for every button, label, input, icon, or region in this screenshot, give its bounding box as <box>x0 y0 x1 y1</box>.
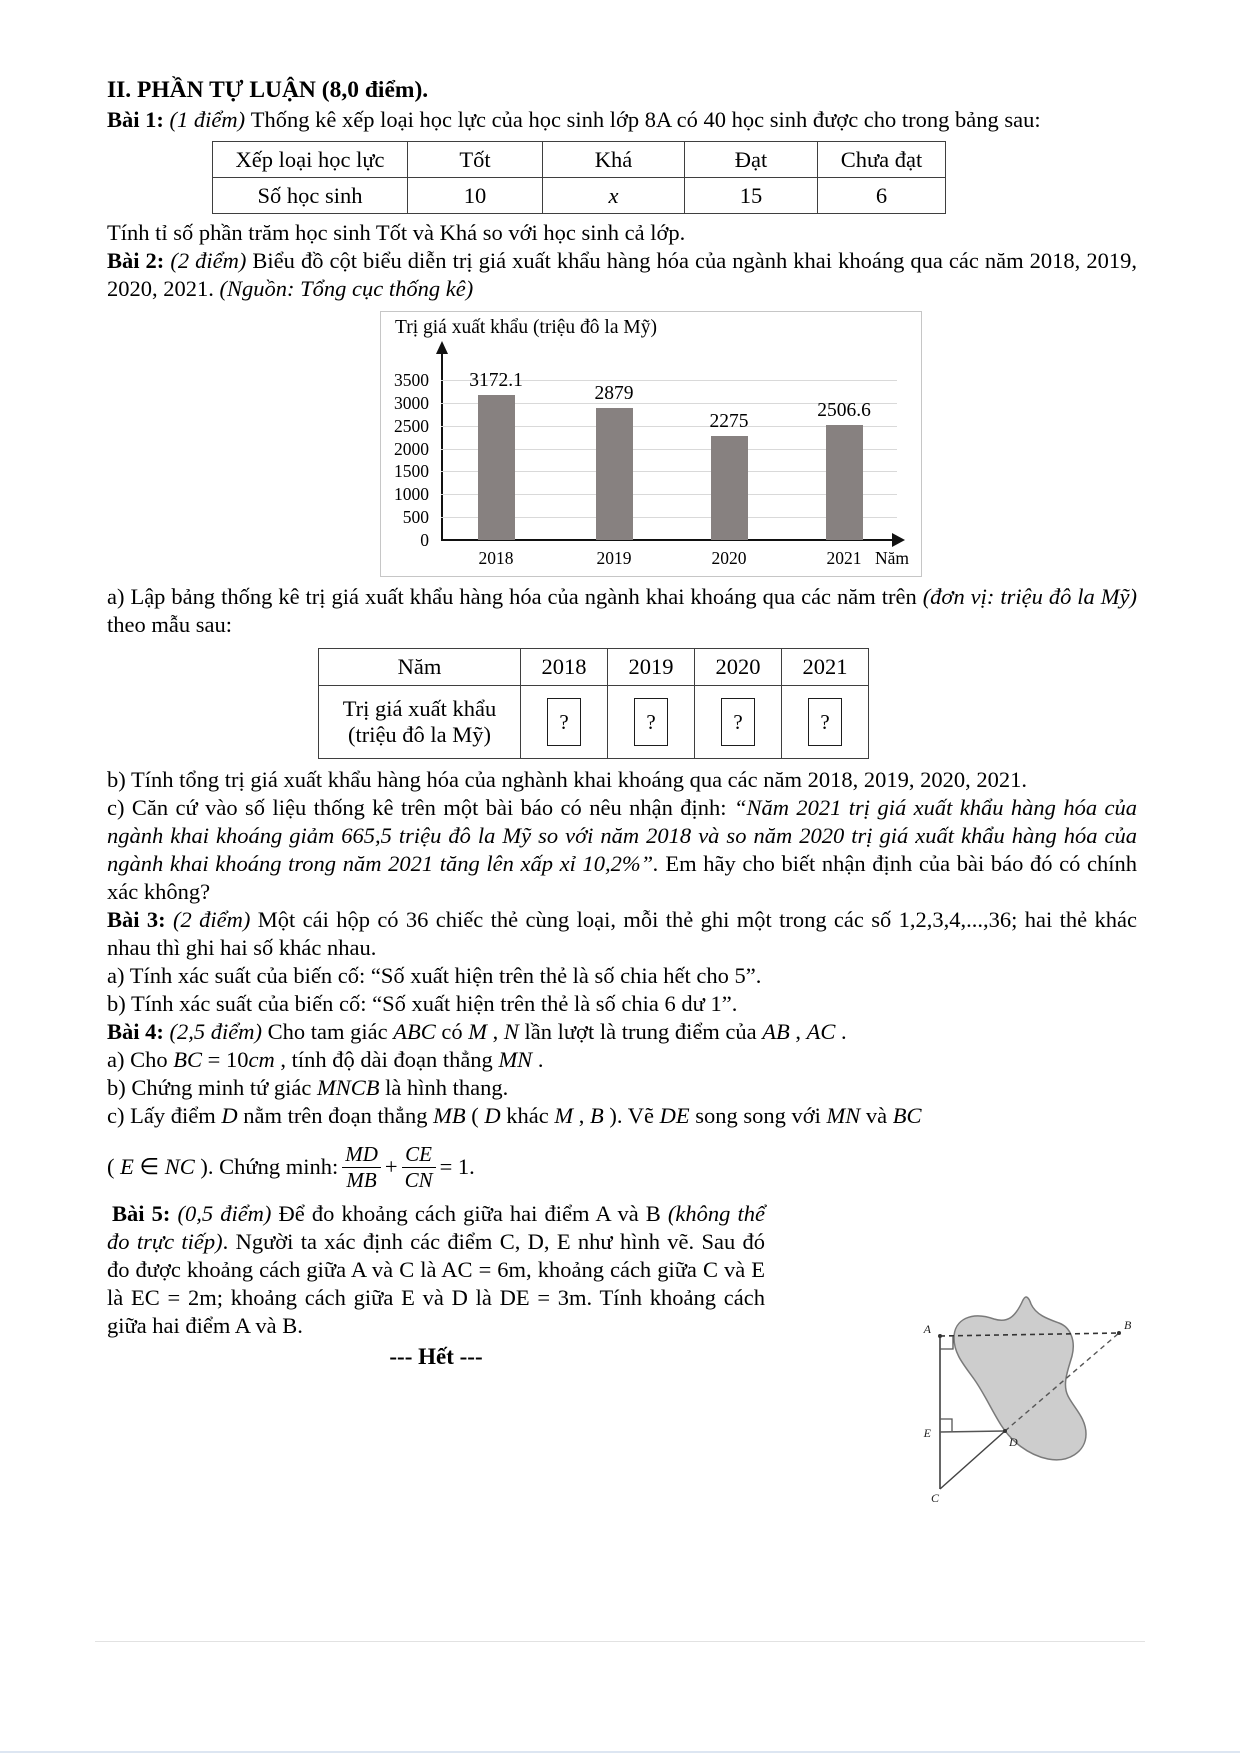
bai1-header-cell: Tốt <box>408 142 543 178</box>
text-run: BC <box>173 1047 203 1072</box>
placeholder-box: ? <box>721 698 755 746</box>
text-run: MN <box>498 1047 533 1072</box>
bar-value-label: 2879 <box>594 383 634 405</box>
text-run: MB <box>433 1103 466 1128</box>
text-run: AC <box>806 1019 836 1044</box>
text-run: AB <box>762 1019 790 1044</box>
text-run: khác <box>500 1103 555 1128</box>
text-run: a) Lập bảng thống kê trị giá xuất khẩu hàng hóa của ngành khai khoáng qua các năm trên <box>107 584 923 609</box>
footer-divider <box>95 1641 1145 1642</box>
bai1-intro <box>107 106 1137 134</box>
chart-x-axis-label: Năm <box>875 548 910 568</box>
placeholder-box: ? <box>634 698 668 746</box>
text-run: BC <box>892 1103 922 1128</box>
bai2-header-cell: 2019 <box>608 649 695 686</box>
text-run: (1 điểm) <box>169 107 251 132</box>
equation-prefix <box>107 1154 338 1180</box>
bai3-part-a <box>107 962 1137 990</box>
text-run: b) Tính tổng trị giá xuất khẩu hàng hóa của nghành khai khoáng qua các năm 2018, 2019, 2020, 2021. <box>107 767 1028 792</box>
point-d <box>1003 1429 1007 1433</box>
chart-y-axis <box>441 354 443 540</box>
text-run: ( <box>107 1154 121 1179</box>
x-tick-label: 2019 <box>596 548 632 568</box>
text-run: c) Lấy điểm <box>107 1103 222 1128</box>
equals-one: = 1 <box>439 1154 470 1179</box>
bai5-section <box>107 1200 1137 1505</box>
text-run: . Người ta xác định các điểm C, D, E như hình vẽ. Sau đó đo được khoảng cách giữa A và C là AC = 6m, khoảng cách giữa C và E là EC = 2m; khoảng cách giữa E và D là DE = 3m. Tính khoảng cách giữa hai điểm A và B. <box>107 1229 766 1338</box>
bai1-header-cell: Khá <box>543 142 685 178</box>
text-run: MNCB <box>317 1075 380 1100</box>
bar <box>478 395 515 540</box>
bar-value-label: 2506.6 <box>817 400 871 422</box>
bai2-header-cell: 2018 <box>521 649 608 686</box>
fraction-md-mb <box>342 1142 381 1193</box>
text-run: (2,5 điểm) <box>169 1019 268 1044</box>
chart-x-axis-arrow-icon <box>892 533 905 547</box>
equation-period: . <box>469 1154 475 1179</box>
bar <box>826 425 863 540</box>
bai1-header-cell: Xếp loại học lực <box>213 142 408 178</box>
text-run: ; hai thẻ khác nhau thì ghi hai số khác nhau. <box>107 907 1137 960</box>
bai2-part-b <box>107 766 1137 794</box>
bar-value-label: 2275 <box>709 411 749 432</box>
text-run: ). Vẽ <box>603 1103 660 1128</box>
export-value-bar-chart <box>380 311 922 577</box>
bai2-intro <box>107 247 1137 303</box>
chart-y-axis-arrow-icon <box>436 341 448 354</box>
bai1-header-cell: Chưa đạt <box>818 142 946 178</box>
bai3-part-b <box>107 990 1137 1018</box>
end-of-exam-mark: --- Hết --- <box>389 1344 483 1369</box>
text-run: , <box>573 1103 591 1128</box>
bai1-header-cell: Đạt <box>685 142 818 178</box>
text-run: NC <box>164 1154 195 1179</box>
bai1-value-cell: 6 <box>818 178 946 214</box>
fraction-numerator: CE <box>402 1142 436 1168</box>
right-angle-mark-a <box>940 1336 953 1349</box>
text-run: là hình thang. <box>379 1075 509 1100</box>
pond-shape <box>954 1297 1086 1460</box>
text-run: MN <box>826 1103 861 1128</box>
fraction-denominator: MB <box>346 1167 377 1192</box>
text-run: B <box>590 1103 604 1128</box>
bai2-row-label-line1: Trị giá xuất khẩu <box>342 696 497 721</box>
label-c: C <box>930 1491 940 1505</box>
text-run: 1,2,3,4,...,36 <box>898 907 1012 932</box>
bai2-row-label-line2: (triệu đô la Mỹ) <box>347 722 492 747</box>
text-run: ( <box>465 1103 485 1128</box>
text-run: Để đo khoảng cách giữa hai điểm A và B <box>278 1201 668 1226</box>
text-run: Bài 4: <box>107 1019 170 1044</box>
bai4-part-a <box>107 1046 1137 1074</box>
bai2-placeholder-cell <box>608 686 695 759</box>
text-run: Tính tỉ số phần trăm học sinh Tốt và Khá so với học sinh cả lớp. <box>107 220 686 245</box>
text-run: lần lượt là trung điểm của <box>518 1019 763 1044</box>
bar <box>711 436 748 540</box>
x-tick-label: 2020 <box>711 548 747 568</box>
text-run: Một cái hộp có 36 chiếc thẻ cùng loại, mỗi thẻ ghi một trong các số <box>257 907 899 932</box>
section-heading: II. PHẦN TỰ LUẬN (8,0 điểm). <box>107 77 429 103</box>
bai2-placeholder-cell <box>782 686 869 759</box>
right-angle-mark-e <box>940 1419 952 1431</box>
plus-sign: + <box>384 1154 398 1179</box>
text-run: M <box>468 1019 487 1044</box>
page-bottom-edge <box>0 1751 1240 1753</box>
label-e: E <box>923 1426 931 1440</box>
text-run: c) Căn cứ vào số liệu thống kê trên một bài báo có nêu nhận định: <box>107 795 734 820</box>
text-run: theo mẫu sau: <box>107 612 232 637</box>
bai2-table-header-row <box>319 649 869 686</box>
bai2-header-cell: Năm <box>319 649 521 686</box>
y-tick-label: 1500 <box>394 461 429 482</box>
point-b <box>1117 1331 1121 1335</box>
text-run: (2 điểm) <box>173 907 258 932</box>
bai1-row-label: Số học sinh <box>213 178 408 214</box>
ed-line <box>940 1431 1005 1432</box>
text-run: Bài 5: <box>112 1201 178 1226</box>
text-run: a) Tính xác suất của biến cố: “Số xuất hiện trên thẻ là số chia hết cho 5”. <box>107 963 762 988</box>
text-run: Em hãy cho biết nhận định của bài báo đó có chính xác không? <box>107 851 1137 904</box>
bai4-part-c <box>107 1102 1137 1130</box>
text-run: , tính độ dài đoạn thẳng <box>274 1047 499 1072</box>
bai4-intro <box>107 1018 1137 1046</box>
y-tick-label: 3500 <box>394 370 429 390</box>
text-run: ). Chứng minh: <box>194 1154 339 1179</box>
bar-value-label: 3172.1 <box>469 369 523 391</box>
text-run: . <box>835 1019 847 1044</box>
y-tick-label: 500 <box>402 507 429 528</box>
bai5-geometry-figure <box>823 1296 1133 1511</box>
bai1-table-header-row <box>213 142 946 178</box>
text-run: Bài 3: <box>107 907 173 932</box>
bai1-table <box>212 141 946 214</box>
text-run: N <box>503 1019 519 1044</box>
text-run: Bài 1: <box>107 107 170 132</box>
text-run: song song với <box>689 1103 827 1128</box>
text-run: ABC <box>393 1019 436 1044</box>
bai1-table-value-row <box>213 178 946 214</box>
text-run: Thống kê xếp loại học lực của học sinh lớp 8A có 40 học sinh được cho trong bảng sau: <box>250 107 1041 132</box>
text-run: “Năm 2021 trị giá xuất khẩu hàng hóa của ngành khai khoáng giảm 665,5 triệu đô la Mỹ so với năm 2018 và so năm 2020 trị giá xuất khẩu hàng hóa của ngành khai khoáng trong năm 2021 tăng lên xấp xỉ 10,2%”. <box>107 795 1137 876</box>
text-run: , <box>789 1019 807 1044</box>
bai2-row-label <box>319 686 521 759</box>
bai5-intro <box>107 1200 765 1340</box>
text-run: và <box>860 1103 893 1128</box>
text-run: DE <box>659 1103 690 1128</box>
placeholder-box: ? <box>547 698 581 746</box>
document-content <box>107 74 1137 1505</box>
bai2-part-c <box>107 794 1137 906</box>
bai3-intro <box>107 906 1137 962</box>
text-run: Biểu đồ cột biểu diễn trị giá xuất khẩu hàng hóa của ngành khai khoáng qua các năm 2018, 2019, 2020, 2021. <box>107 248 1137 301</box>
x-tick-label: 2018 <box>478 548 514 568</box>
bai2-table <box>318 648 869 759</box>
bar <box>596 408 633 540</box>
text-run: b) Chứng minh tứ giác <box>107 1075 317 1100</box>
fraction-ce-cn <box>402 1142 436 1193</box>
bai2-header-cell: 2020 <box>695 649 782 686</box>
bai2-header-cell: 2021 <box>782 649 869 686</box>
text-run: ∈ <box>133 1154 165 1179</box>
y-tick-label: 2000 <box>394 438 429 459</box>
text-run: (2 điểm) <box>170 248 253 273</box>
label-a: A <box>923 1322 931 1336</box>
bai1-value-cell: 10 <box>408 178 543 214</box>
text-run: = 10 <box>202 1047 249 1072</box>
x-tick-label: 2021 <box>826 548 862 568</box>
y-tick-label: 2500 <box>394 415 429 436</box>
text-run: (Nguồn: Tổng cục thống kê) <box>219 276 474 301</box>
text-run: M <box>554 1103 574 1128</box>
bai2-part-a <box>107 583 1137 639</box>
bai1-value-cell: 15 <box>685 178 818 214</box>
text-run: D <box>484 1103 501 1128</box>
text-run: E <box>120 1154 134 1179</box>
bai4-part-b <box>107 1074 1137 1102</box>
y-tick-label: 1000 <box>394 484 429 505</box>
text-run: nằm trên đoạn thẳng <box>237 1103 434 1128</box>
fraction-numerator: MD <box>342 1142 381 1168</box>
text-run: b) Tính xác suất của biến cố: “Số xuất hiện trên thẻ là số chia 6 dư 1”. <box>107 991 738 1016</box>
bai2-table-value-row <box>319 686 869 759</box>
y-tick-label: 3000 <box>394 392 429 413</box>
cd-line <box>940 1431 1005 1489</box>
text-run: a) Cho <box>107 1047 174 1072</box>
text-run: cm <box>248 1047 275 1072</box>
text-run: có <box>435 1019 469 1044</box>
bai4-proof-equation <box>107 1138 1137 1196</box>
placeholder-box: ? <box>808 698 842 746</box>
text-run: . <box>532 1047 544 1072</box>
text-run: Bài 2: <box>107 248 171 273</box>
text-run: (đơn vị: triệu đô la Mỹ) <box>922 584 1137 609</box>
label-b: B <box>1124 1318 1132 1332</box>
label-d: D <box>1009 1435 1018 1449</box>
text-run: (0,5 điểm) <box>177 1201 279 1226</box>
point-a <box>938 1334 942 1338</box>
fraction-denominator: CN <box>404 1167 433 1192</box>
text-run: , <box>486 1019 504 1044</box>
y-tick-label: 0 <box>420 530 429 550</box>
bai2-placeholder-cell <box>521 686 608 759</box>
bai1-question <box>107 219 1137 247</box>
text-run: Cho tam giác <box>267 1019 394 1044</box>
text-run: D <box>221 1103 238 1128</box>
text-run: (không thể đo trực tiếp) <box>107 1201 765 1254</box>
bai1-value-cell: x <box>543 178 685 214</box>
chart-title: Trị giá xuất khẩu (triệu đô la Mỹ) <box>395 317 657 338</box>
bai2-placeholder-cell <box>695 686 782 759</box>
